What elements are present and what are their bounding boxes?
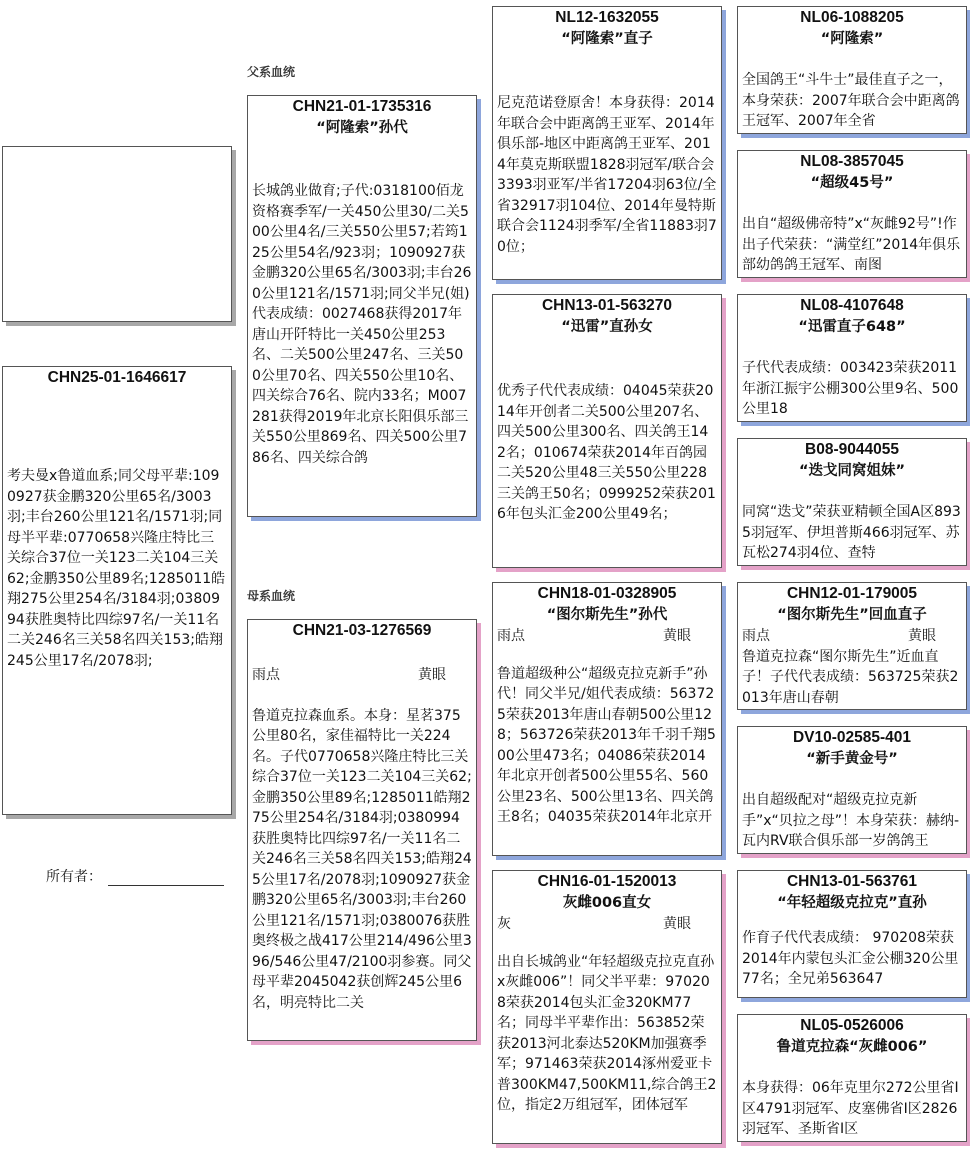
mff-description: 鲁道克拉森“图尔斯先生”近血直子！子代代表成绩：563725荣获2013年唐山春朝	[742, 648, 959, 706]
mfm-description: 出自超级配对“超级克拉克新手”x“贝拉之母”！本身荣获：赫纳-瓦内RV联合俱乐部一岁鸽鸽王	[742, 792, 960, 849]
mff-card	[737, 582, 967, 710]
fff-card	[737, 6, 967, 134]
mother-description: 鲁道克拉森血系。本身：星茗375公里80名，家佳福特比一关224名。子代0770658兴隆庄特比三关综合37位一关123二关104三关62;金鹏350公里89名;1285011皓翔275公里254名/3184羽;0380994获胜奥特比四综97名/一关11名二关246名三关58名四关153;皓翔245公里17名/2078羽;1090927获金鹏320公里65名/3003羽;丰台260公里121名/1571羽;0380076获胜奥终极之战417公里214/496公里396/546公里47/2100羽参赛。同父母平辈2045042获创辉245公里6名，明亮特比二关	[252, 707, 472, 1011]
mm-ring-number: CHN16-01-1520013	[537, 873, 677, 890]
mff-ring-number: CHN12-01-179005	[786, 585, 918, 602]
father-description: 长城鸽业做育;子代:0318100佰龙资格赛季军/一关450公里30/二关500公里4名/三关550公里57;若筠125公里54名/923羽；1090927获金鹏320公里65名/3003羽;丰台260公里121名/1571羽;同父半兄(姐)代表成绩：0027468获得2017年唐山开阡特比一关450公里253名、二关500公里247名、三关500公里70名、四关550公里10名、四关综合76名、院内33名；M007281获得2019年北京长阳俱乐部三关550公里869名、四关500公里786名、四关综合鸽	[252, 183, 472, 466]
mff-traits	[738, 626, 966, 647]
mfm-card	[737, 726, 967, 854]
mf-eye: 黄眼	[663, 628, 691, 644]
fm-title: “迅雷”直孙女	[561, 319, 653, 335]
mother-color: 雨点	[252, 667, 280, 683]
fmm-title: “迭戈同窝姐妹”	[798, 463, 906, 479]
fmf-title: “迅雷直子648”	[798, 319, 906, 335]
fff-title: “阿隆索”	[820, 31, 884, 47]
mfm-title: “新手黄金号”	[806, 751, 898, 767]
father-card	[247, 95, 477, 517]
owner-field	[46, 866, 224, 886]
mf-color: 雨点	[497, 628, 525, 644]
mmf-description: 作育子代代表成绩： 970208荣获2014年内蒙包头汇金公棚320公里77名；全兄弟563647	[742, 930, 959, 987]
fmm-card	[737, 438, 967, 566]
mm-title: 灰雌006直女	[562, 895, 652, 911]
ff-title: “阿隆索”直子	[561, 31, 653, 47]
maternal-grandmother-card	[492, 870, 722, 1144]
subject-description: 考夫曼x鲁道血系;同父母平辈:1090927获金鹏320公里65名/3003羽;丰台260公里121名/1571羽;同母半平辈:0770658兴隆庄特比三关综合37位一关123二关104三关62;金鹏350公里89名;1285011皓翔275公里254名/3184羽;0380994获胜奥特比四综97名/一关11名二关246名三关58名四关153;皓翔245公里17名/2078羽;	[7, 468, 226, 669]
paternal-label: 父系血统	[247, 65, 296, 79]
ffm-card	[737, 150, 967, 278]
ffm-ring-number: NL08-3857045	[800, 153, 904, 170]
fmf-ring-number: NL08-4107648	[800, 297, 904, 314]
fff-ring-number: NL06-1088205	[800, 9, 904, 26]
mmf-card	[737, 870, 967, 998]
ffm-title: “超级45号”	[810, 175, 894, 191]
maternal-grandfather-card	[492, 582, 722, 856]
father-ring-number: CHN21-01-1735316	[292, 98, 432, 115]
mmf-ring-number: CHN13-01-563761	[786, 873, 918, 890]
mm-eye: 黄眼	[663, 916, 691, 932]
fmm-description: 同窝“迭戈”荣获亚精顿全国A区8935羽冠军、伊坦普斯466羽冠军、苏瓦松274羽4位、查特	[742, 504, 961, 561]
mfm-ring-number: DV10-02585-401	[792, 729, 912, 746]
mm-description: 出自长城鸽业“年轻超级克拉克直孙x灰雌006”！同父半平辈：970208荣获2014包头汇金320KM77名；同母半平辈作出：563852荣获2013河北泰达520KM加强赛季军；971463荣获2014涿州爱亚卡普300KM47,500KM11,综合鸽王2位，指定2万组冠军，团体冠军	[497, 953, 717, 1113]
mff-color: 雨点	[742, 628, 770, 644]
mother-eye: 黄眼	[418, 667, 446, 683]
mmm-title: 鲁道克拉森“灰雌006”	[776, 1039, 928, 1055]
mff-eye: 黄眼	[908, 628, 936, 644]
mm-color: 灰	[497, 916, 511, 932]
maternal-label: 母系血统	[247, 589, 296, 603]
subject-card	[2, 366, 232, 815]
fm-description: 优秀子代代表成绩：04045荣获2014年开创者二关500公里207名、四关500公里300名、四关鸽王142名；010674荣获2014年百鸽园二关520公里48三关550公里228三关鸽王50名；0999252荣获2016年包头汇金200公里49名；	[497, 383, 716, 522]
mf-title: “图尔斯先生”孙代	[546, 607, 668, 623]
mm-traits	[493, 914, 721, 935]
mff-title: “图尔斯先生”回血直子	[777, 607, 927, 623]
mmm-card	[737, 1014, 967, 1142]
father-title: “阿隆索”孙代	[316, 120, 408, 136]
mmf-title: “年轻超级克拉克”直孙	[777, 895, 927, 911]
mmm-description: 本身获得：06年克里尔272公里省I区4791羽冠军、皮塞佛省I区2826羽冠军、圣斯省I区	[742, 1080, 959, 1137]
owner-label: 所有者：	[46, 869, 102, 885]
mmm-ring-number: NL05-0526006	[800, 1017, 904, 1034]
subject-ring-number: CHN25-01-1646617	[47, 369, 187, 386]
mother-ring-number: CHN21-03-1276569	[292, 622, 432, 639]
ff-ring-number: NL12-1632055	[555, 9, 659, 26]
mf-ring-number: CHN18-01-0328905	[537, 585, 677, 602]
mf-description: 鲁道超级种公“超级克拉克新手”孙代！同父半兄/姐代表成绩：563725荣获2013年唐山春朝500公里128；563726荣获2013年千羽千翔500公里473名；04086荣获2014年北京开创者500公里55名、560公里23名、500公里13名、四关鸽王8名；04035荣获2014年北京开	[497, 665, 716, 825]
mother-card	[247, 619, 477, 1041]
paternal-grandmother-card	[492, 294, 722, 568]
paternal-grandfather-card	[492, 6, 722, 280]
pigeon-photo-frame	[2, 146, 232, 322]
fmf-description: 子代代表成绩：003423荣获2011年浙江振宇公棚300公里9名、500公里18	[742, 360, 959, 417]
mother-traits	[248, 665, 476, 686]
ffm-description: 出自“超级佛帝特”x“灰雌92号”!作出子代荣获：“满堂红”2014年俱乐部幼鸽鸽王冠军、南图	[742, 216, 961, 273]
fmf-card	[737, 294, 967, 422]
fff-description: 全国鸽王“斗牛士”最佳直子之一，本身荣获：2007年联合会中距离鸽王冠军、2007年全省	[742, 72, 960, 129]
fm-ring-number: CHN13-01-563270	[541, 297, 673, 314]
ff-description: 尼克范诺登原舍！本身获得：2014年联合会中距离鸽王亚军、2014年俱乐部-地区中距离鸽王亚军、2014年莫克斯联盟1828羽冠军/联合会3393羽亚军/半省17204羽63位/全省32917羽104位、2014年曼特斯联合会1124羽季军/全省11883羽70位；	[497, 95, 717, 255]
fmm-ring-number: B08-9044055	[805, 441, 899, 458]
owner-blank-line[interactable]	[108, 885, 224, 886]
mf-traits	[493, 626, 721, 647]
